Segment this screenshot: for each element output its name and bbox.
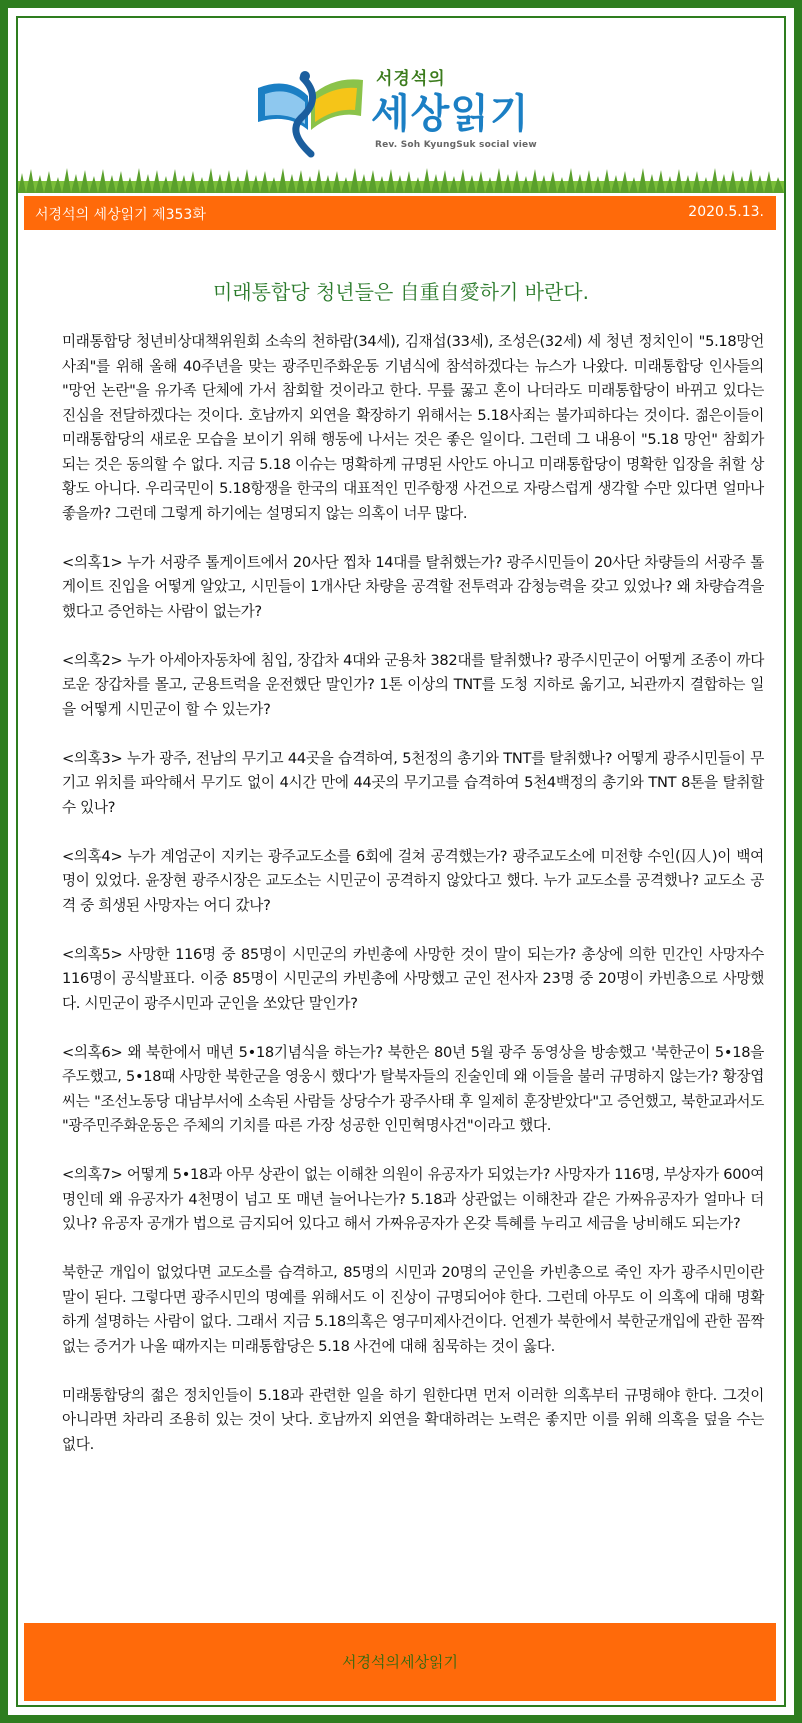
logo-title: 세상읽기 bbox=[371, 91, 530, 137]
paragraph: <의혹4> 누가 계엄군이 지키는 광주교도소를 6회에 걸쳐 공격했는가? 광주교도소에 미전향 수인(囚人)이 백여명이 있었다. 윤장현 광주시장은 교도소는 시민군이 공격하지 않았다고 했다. 누가 교도소를 공격했나? 교도소 공격 중 희생된 사망자는 어디 갔나? bbox=[62, 847, 764, 914]
paragraph: 북한군 개입이 없었다면 교도소를 습격하고, 85명의 시민과 20명의 군인을 카빈총으로 죽인 자가 광주시민이란 말이 된다. 그렇다면 광주시민의 명예를 위해서도 이 진상이 규명되어야 한다. 그런데 아무도 이 의혹에 대해 명확하게 설명하는 사람이 없다. 그래서 지금 5.18의혹은 영구미제사건이다. 언젠가 북한에서 북한군개입에 관한 꼼짝없는 증거가 나올 때까지는 미래통합당은 5.18 사건에 대해 침묵하는 것이 옳다. bbox=[62, 1264, 764, 1355]
grass-decoration bbox=[18, 163, 784, 193]
paragraph: <의혹7> 어떻게 5•18과 아무 상관이 없는 이해찬 의원이 유공자가 되었는가? 사망자가 116명, 부상자가 600여명인데 왜 유공자가 4천명이 넘고 또 매년 늘어나는가? 5.18과 상관없는 이해찬과 같은 가짜유공자가 얼마나 더 있나? 유공자 공개가 법으로 금지되어 있다고 해서 가짜유공자가 온갖 특혜를 누리고 세금을 낭비해도 되는가? bbox=[62, 1166, 764, 1232]
paragraph: 미래통합당 청년비상대책위원회 소속의 천하람(34세), 김재섭(33세), 조성은(32세) 세 청년 정치인이 "5.18망언 사죄"를 위해 올해 40주년을 맞는 광주민주화운동 기념식에 참석하겠다는 뉴스가 나왔다. 미래통합당 인사들의 "망언 논란"을 유가족 단체에 가서 참회할 것이라고 한다. 무릎 꿇고 혼이 나더라도 미래통합당이 바뀌고 있다는 진심을 전달하겠다는 것이다. 호남까지 외연을 확장하기 위해서는 5.18사죄는 불가피하다는 것이다. 젊은이들이 미래통합당의 새로운 모습을 보이기 위해 행동에 나서는 것은 좋은 일이다. 그런데 그 내용이 "5.18 망언" 참회가 되는 것은 동의할 수 없다. 지금 5.18 이슈는 명확하게 규명된 사안도 아니고 미래통합당이 명확한 입장을 취할 상황도 아니다. 우리국민이 5.18항쟁을 한국의 대표적인 민주항쟁 사건으로 자랑스럽게 생각할 수만 있다면 얼마나 좋을까? 그런데 그렇게 하기에는 설명되지 않는 의혹이 너무 많다. bbox=[62, 333, 764, 522]
paragraph: <의혹6> 왜 북한에서 매년 5•18기념식을 하는가? 북한은 80년 5월 광주 동영상을 방송했고 '북한군이 5•18을 주도했고, 5•18때 사망한 북한군을 영웅시 했다'가 탈북자들의 진술인데 왜 이들을 불러 규명하지 않는가? 황장엽씨는 "조선노동당 대남부서에 소속된 사람들 상당수가 광주사태 후 일제히 훈장받았다"고 증언했고, 북한교과서도 "광주민주화운동은 주체의 기치를 따른 가장 성공한 인민혁명사건"이라고 했다. bbox=[62, 1043, 764, 1134]
paragraph: <의혹5> 사망한 116명 중 85명이 시민군의 카빈총에 사망한 것이 말이 되는가? 총상에 의한 민간인 사망자수 116명이 공식발표다. 이중 85명이 시민군의 카빈총에 사망했고 군인 전사자 23명 중 20명이 카빈총으로 사망했다. 시민군이 광주시민과 군인을 쏘았단 말인가? bbox=[62, 945, 764, 1012]
paragraph: <의혹2> 누가 아세아자동차에 침입, 장갑차 4대와 군용차 382대를 탈취했나? 광주시민군이 어떻게 조종이 까다로운 장갑차를 몰고, 군용트럭을 운전했단 말인가? 1톤 이상의 TNT를 도청 지하로 옮기고, 뇌관까지 결합하는 일을 어떻게 시민군이 할 수 있는가? bbox=[62, 651, 764, 718]
issue-date: 2020.5.13. bbox=[688, 204, 764, 220]
logo-subtitle: Rev. Soh KyungSuk social view bbox=[375, 140, 537, 150]
header bbox=[18, 18, 784, 193]
page-inner bbox=[16, 16, 786, 1707]
site-logo[interactable] bbox=[253, 58, 573, 168]
series-label: 서경석의 세상읽기 제353화 bbox=[35, 207, 206, 223]
logo-small-text: 서경석의 bbox=[376, 69, 446, 89]
article-title: 미래통합당 청년들은 自重自愛하기 바란다. bbox=[213, 280, 589, 304]
article-body bbox=[62, 330, 764, 1482]
paragraph: <의혹1> 누가 서광주 톨게이트에서 20사단 찝차 14대를 탈취했는가? 광주시민들이 20사단 차량들의 서광주 톨게이트 진입을 어떻게 알았고, 시민들이 1개사단 차량을 공격할 전투력과 감청능력을 갖고 있었나? 왜 차량습격을 했다고 증언하는 사람이 없는가? bbox=[62, 553, 764, 620]
footer-text: 서경석의세상읽기 bbox=[342, 1653, 458, 1671]
issue-bar bbox=[24, 196, 776, 230]
footer-bar bbox=[24, 1623, 776, 1701]
paragraph: <의혹3> 누가 광주, 전남의 무기고 44곳을 습격하여, 5천정의 총기와 TNT를 탈취했나? 어떻게 광주시민들이 무기고 위치를 파악해서 무기도 없이 4시간 만에 44곳의 무기고를 습격하여 5천4백정의 총기와 TNT 8톤을 탈취할 수 있나? bbox=[62, 749, 764, 816]
book-emblem-icon bbox=[253, 58, 373, 158]
paragraph: 미래통합당의 젊은 정치인들이 5.18과 관련한 일을 하기 원한다면 먼저 이러한 의혹부터 규명해야 한다. 그것이 아니라면 차라리 조용히 있는 것이 낫다. 호남까지 외연을 확대하려는 노력은 좋지만 이를 위해 의혹을 덮을 수는 없다. bbox=[62, 1386, 764, 1453]
